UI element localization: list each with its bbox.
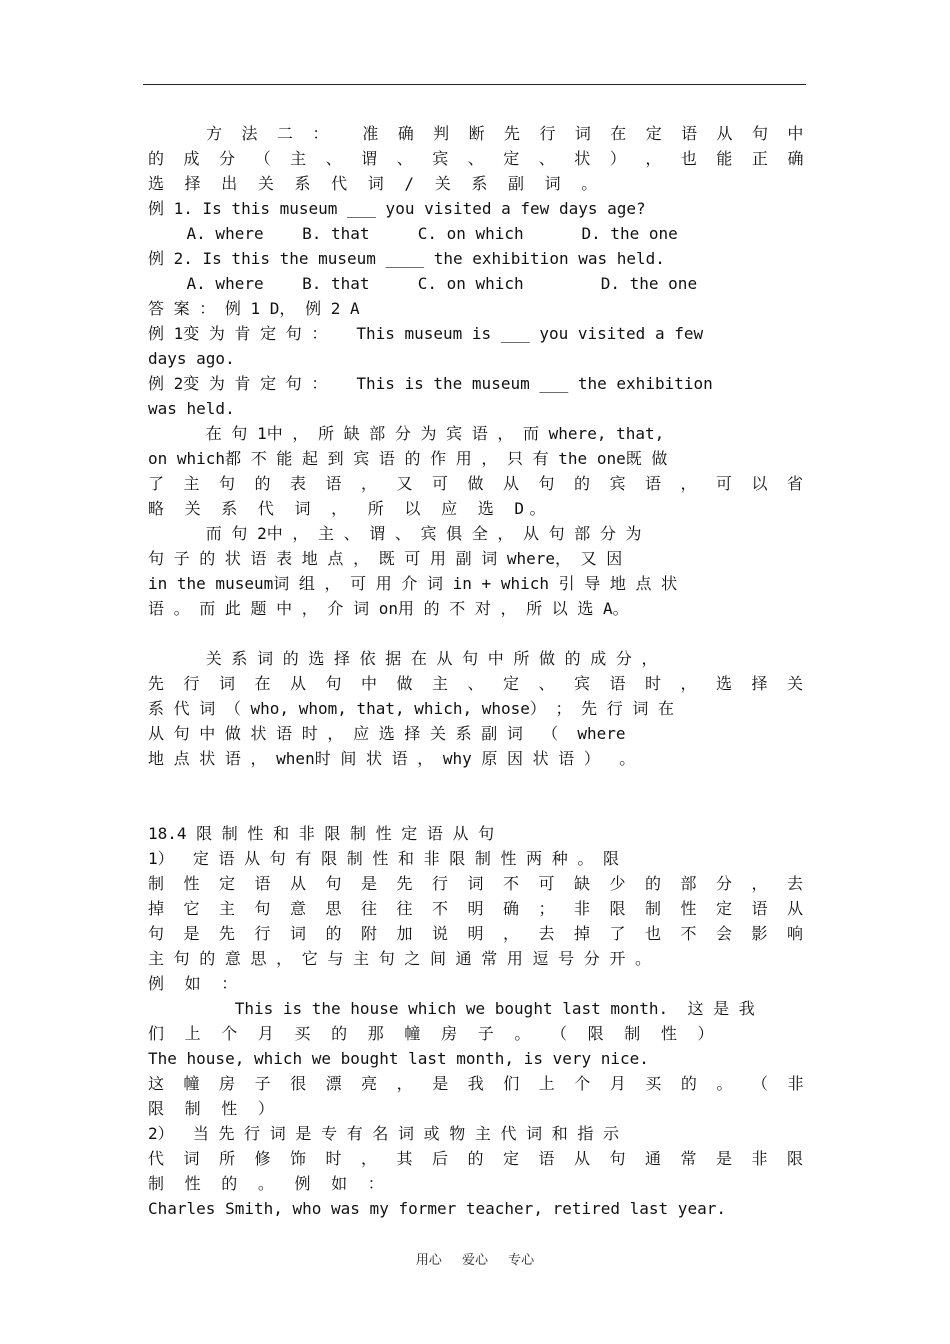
- text-line: 地 点 状 语 ， when时 间 状 语 ， why 原 因 状 语 ） 。: [148, 749, 636, 768]
- text-line: 们 上 个 月 买 的 那 幢 房 子 。 （ 限 制 性 ）: [148, 1024, 719, 1043]
- text-line: 的 成 分 （ 主 、 谓 、 宾 、 定 、 状 ） ， 也 能 正 确: [148, 149, 809, 168]
- text-line: A. where B. that C. on which D. the one: [148, 224, 678, 243]
- text-line: 主 句 的 意 思 ， 它 与 主 句 之 间 通 常 用 逗 号 分 开 。: [148, 949, 652, 968]
- page-footer: [0, 1249, 950, 1268]
- section-heading: 18.4 限 制 性 和 非 限 制 性 定 语 从 句: [148, 824, 495, 843]
- text-line: 句 子 的 状 语 表 地 点 ， 既 可 用 副 词 where， 又 因: [148, 549, 623, 568]
- text-line: days ago.: [148, 349, 235, 368]
- text-line: 从 句 中 做 状 语 时 ， 应 选 择 关 系 副 词 （ where: [148, 724, 626, 743]
- text-line: 制 性 定 语 从 句 是 先 行 词 不 可 缺 少 的 部 分 ， 去: [148, 874, 808, 893]
- text-line: 例 2变 为 肯 定 句 ： This is the museum ___ the exhibition: [148, 374, 713, 393]
- footer-item: 专心: [508, 1253, 535, 1268]
- text-line: This is the house which we bought last month. 这 是 我: [148, 999, 755, 1018]
- text-line: 制 性 的 。 例 如 ：: [148, 1174, 390, 1193]
- text-line: 掉 它 主 句 意 思 往 往 不 明 确 ； 非 限 制 性 定 语 从: [148, 899, 808, 918]
- text-line: 例 1. Is this museum ___ you visited a few days age?: [148, 199, 646, 218]
- text-line: 系 代 词 （ who, whom, that, which, whose） ； 先 行 词 在: [148, 699, 675, 718]
- text-line: 略 关 系 代 词 ， 所 以 应 选 D。: [148, 499, 551, 518]
- text-line: 在 句 1中 ， 所 缺 部 分 为 宾 语 ， 而 where, that,: [148, 424, 665, 443]
- text-line: Charles Smith, who was my former teacher, retired last year.: [148, 1199, 726, 1218]
- text-line: was held.: [148, 399, 235, 418]
- text-line: 选 择 出 关 系 代 词 / 关 系 副 词 。: [148, 174, 603, 193]
- text-line: 语 。 而 此 题 中 ， 介 词 on用 的 不 对 ， 所 以 选 A。: [148, 599, 629, 618]
- footer-item: 用心: [415, 1253, 442, 1268]
- header-rule: [143, 84, 806, 85]
- text-line: A. where B. that C. on which D. the one: [148, 274, 698, 293]
- text-line: in the museum词 组 ， 可 用 介 词 in + which 引 导 地 点 状: [148, 574, 678, 593]
- text-line: 1） 定 语 从 句 有 限 制 性 和 非 限 制 性 两 种 。 限: [148, 849, 620, 868]
- text-line: 关 系 词 的 选 择 依 据 在 从 句 中 所 做 的 成 分 ，: [148, 649, 658, 668]
- footer-item: 爱心: [461, 1253, 488, 1268]
- text-line: The house, which we bought last month, is very nice.: [148, 1049, 649, 1068]
- text-line: 了 主 句 的 表 语 ， 又 可 做 从 句 的 宾 语 ， 可 以 省: [148, 474, 808, 493]
- text-line: 2） 当 先 行 词 是 专 有 名 词 或 物 主 代 词 和 指 示: [148, 1124, 620, 1143]
- text-line: 例 如 ：: [148, 974, 243, 993]
- text-line: 而 句 2中 ， 主 、 谓 、 宾 俱 全 ， 从 句 部 分 为: [148, 524, 642, 543]
- text-line: 方 法 二 ： 准 确 判 断 先 行 词 在 定 语 从 句 中: [148, 124, 809, 143]
- text-line: 句 是 先 行 词 的 附 加 说 明 ， 去 掉 了 也 不 会 影 响: [148, 924, 808, 943]
- text-line: 例 1变 为 肯 定 句 ： This museum is ___ you visited a few: [148, 324, 704, 343]
- text-line: 限 制 性 ）: [148, 1099, 280, 1118]
- text-line: on which都 不 能 起 到 宾 语 的 作 用 ， 只 有 the one既 做: [148, 449, 668, 468]
- text-line: 答 案 ： 例 1 D， 例 2 A: [148, 299, 360, 318]
- text-line: 代 词 所 修 饰 时 ， 其 后 的 定 语 从 句 通 常 是 非 限: [148, 1149, 808, 1168]
- text-line: 这 幢 房 子 很 漂 亮 ， 是 我 们 上 个 月 买 的 。 （ 非: [148, 1074, 809, 1093]
- text-line: 先 行 词 在 从 句 中 做 主 、 定 、 宾 语 时 ， 选 择 关: [148, 674, 808, 693]
- text-line: 例 2. Is this the museum ____ the exhibition was held.: [148, 249, 665, 268]
